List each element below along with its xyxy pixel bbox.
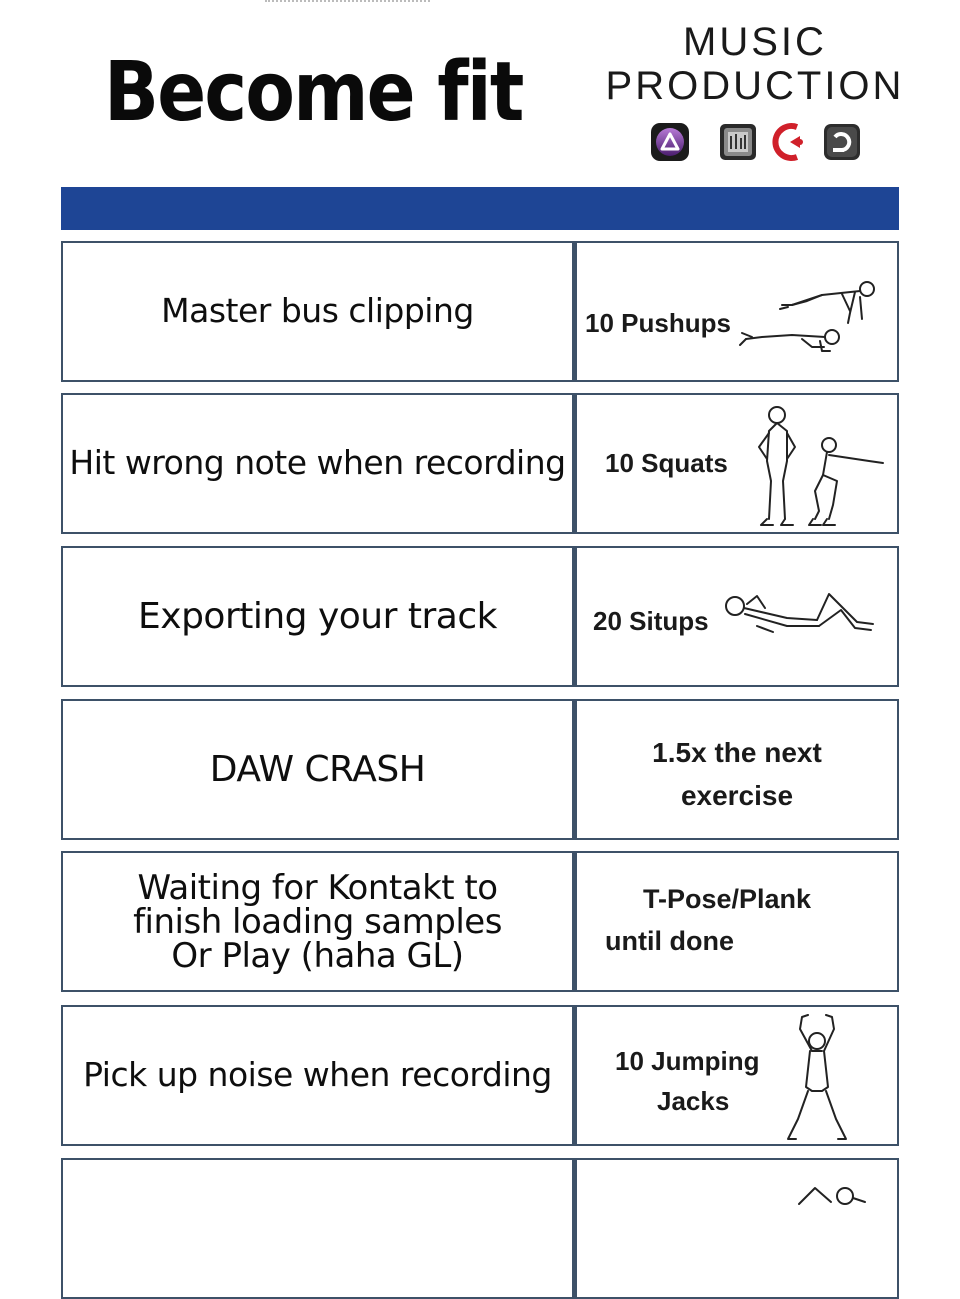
trigger-text: Exporting your track	[138, 595, 497, 637]
trigger-line: Or Play (haha GL)	[171, 935, 464, 976]
page-title: Become fit	[104, 45, 523, 140]
squat-figure-icon	[749, 401, 889, 529]
exercise-text: 10 Pushups	[585, 308, 731, 338]
pro-tools-logo-icon	[650, 122, 690, 162]
exercise-cell	[574, 699, 899, 840]
trigger-line: finish loading samples	[133, 901, 502, 942]
table-row	[61, 546, 899, 687]
table-row	[61, 1005, 899, 1146]
header-bar	[61, 187, 899, 230]
ableton-logo-icon	[822, 122, 862, 162]
cropped-figure-icon	[795, 1176, 875, 1206]
jumping-jack-figure-icon	[782, 1011, 852, 1143]
exercise-text-multiline	[615, 1041, 759, 1122]
trigger-text: Pick up noise when recording	[83, 1055, 552, 1095]
brand-block	[580, 20, 930, 108]
exercise-text: 10 Squats	[605, 448, 728, 478]
brand-line-music: MUSIC	[683, 20, 827, 64]
exercise-text-multiline	[605, 879, 811, 963]
trigger-text: Hit wrong note when recording	[69, 443, 566, 483]
table-row	[61, 241, 899, 382]
exercise-line: 10 Jumping	[615, 1046, 760, 1076]
exercise-cell	[574, 393, 899, 534]
cubase-logo-icon	[770, 122, 810, 162]
exercise-cell	[574, 1005, 899, 1146]
exercise-line: T-Pose/Plank	[643, 884, 812, 914]
trigger-cell	[61, 393, 574, 534]
trigger-cell	[61, 241, 574, 382]
trigger-cell	[61, 851, 574, 992]
exercise-cell	[574, 241, 899, 382]
brand-line-production: PRODUCTION	[605, 64, 905, 108]
table-row	[61, 393, 899, 534]
trigger-cell	[61, 1005, 574, 1146]
logic-pro-logo-icon	[718, 122, 758, 162]
trigger-text: DAW CRASH	[209, 748, 426, 790]
exercise-text: 20 Situps	[593, 606, 709, 636]
trigger-text-multiline	[133, 867, 502, 976]
table-row	[61, 851, 899, 992]
table-row	[61, 1158, 899, 1299]
pushup-figure-icon	[732, 271, 882, 361]
cropped-header-edge	[265, 0, 430, 8]
exercise-line: 1.5x the next	[652, 737, 822, 768]
trigger-cell	[61, 1158, 574, 1299]
trigger-line: Waiting for Kontakt to	[137, 867, 498, 908]
daw-logos	[648, 118, 868, 166]
situp-figure-icon	[717, 586, 877, 646]
exercise-line: until done	[605, 925, 734, 956]
exercise-cell	[574, 851, 899, 992]
exercise-text-multiline	[577, 731, 897, 818]
trigger-cell	[61, 699, 574, 840]
exercise-cell	[574, 1158, 899, 1299]
table-row	[61, 699, 899, 840]
exercise-cell	[574, 546, 899, 687]
trigger-cell	[61, 546, 574, 687]
trigger-text: Master bus clipping	[161, 291, 474, 331]
exercise-line: Jacks	[657, 1086, 730, 1117]
exercise-line: exercise	[680, 780, 794, 812]
